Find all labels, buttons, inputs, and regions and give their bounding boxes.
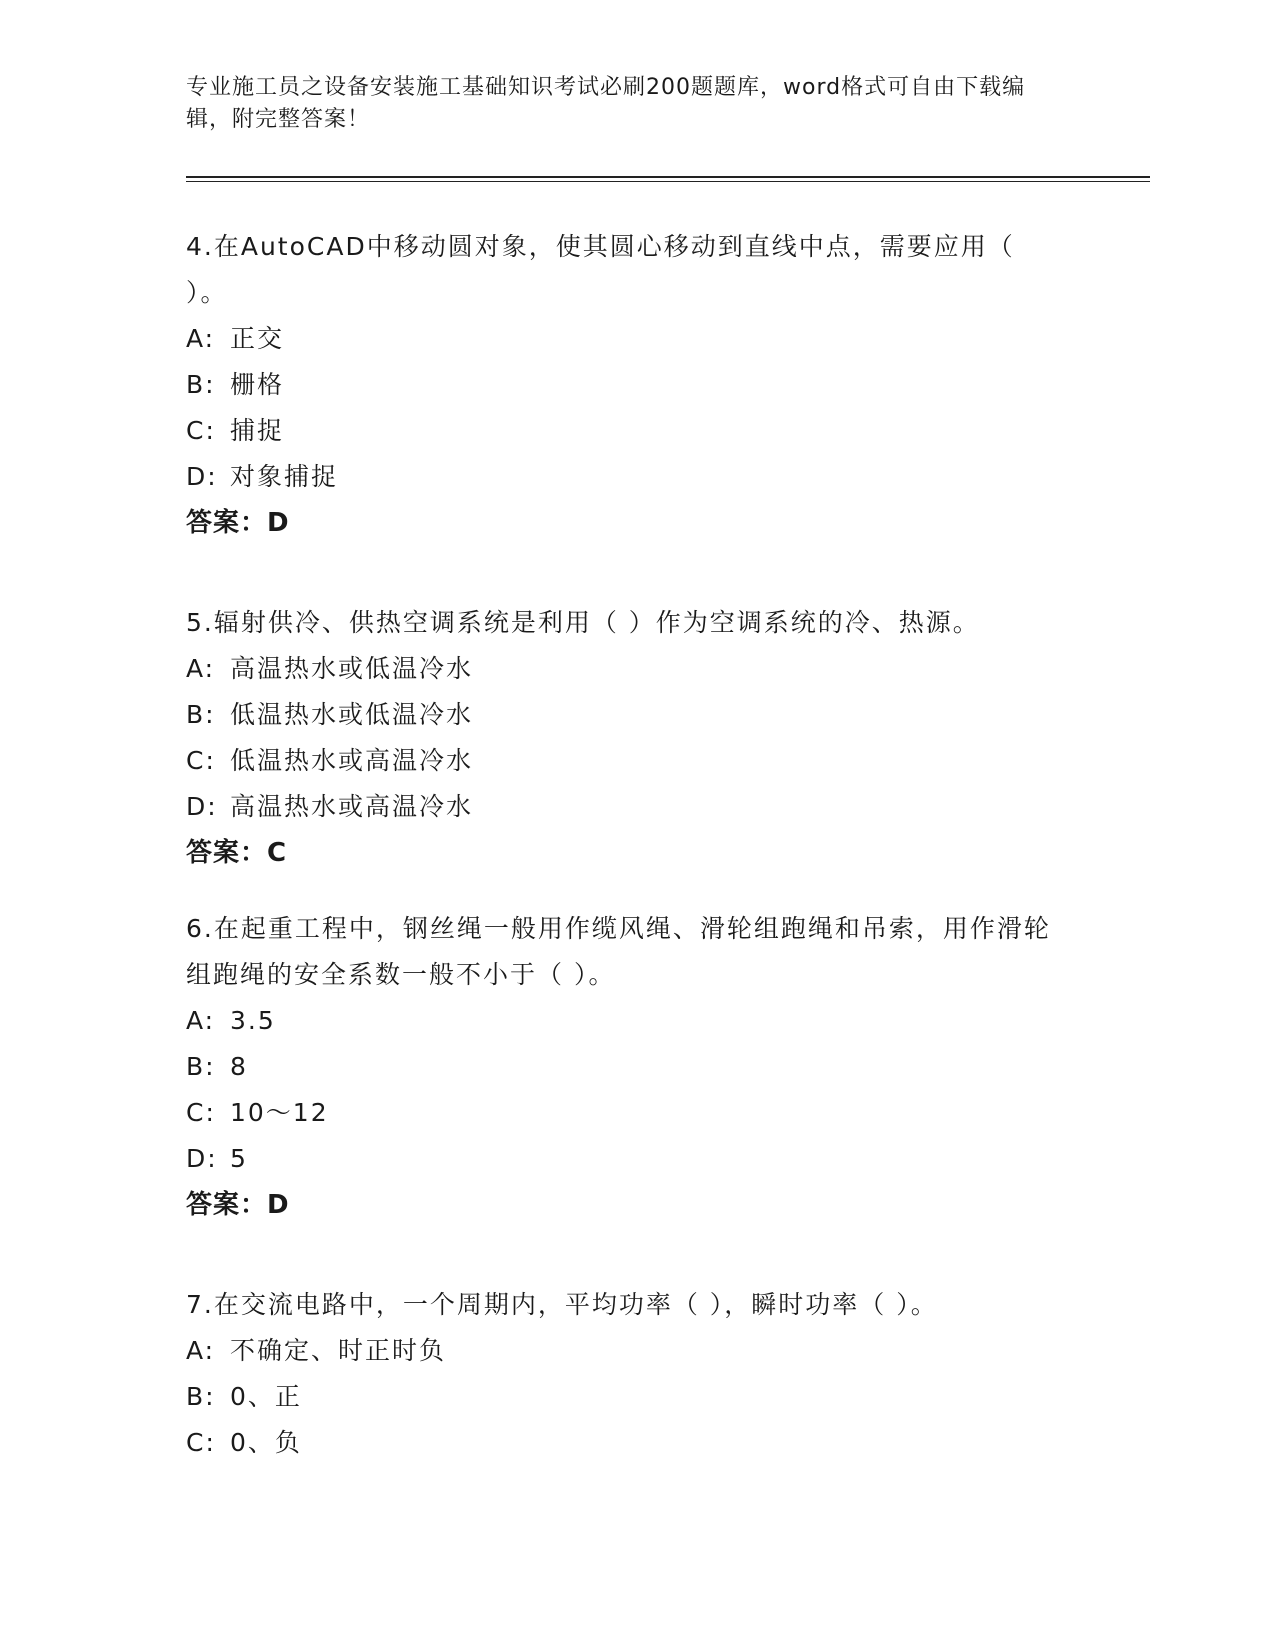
option-text: 8 xyxy=(230,1052,248,1081)
option-text: 3.5 xyxy=(230,1006,276,1035)
option-text: 栅格 xyxy=(230,370,285,399)
option-text: 不确定、时正时负 xyxy=(230,1336,447,1365)
option-letter: D: xyxy=(186,1144,218,1173)
option-letter: C: xyxy=(186,1098,216,1127)
header-divider-thin xyxy=(186,181,1150,182)
option-text: 低温热水或高温冷水 xyxy=(230,746,474,775)
option-text: 0、负 xyxy=(230,1428,302,1457)
option-letter: D: xyxy=(186,462,218,491)
question-6 xyxy=(186,906,1066,1228)
question-4 xyxy=(186,224,1066,546)
option-letter: C: xyxy=(186,416,216,445)
option-letter: B: xyxy=(186,700,216,729)
answer-label: 答案：C xyxy=(186,838,288,868)
option-text: 5 xyxy=(230,1144,248,1173)
option-b xyxy=(186,1374,1066,1420)
option-letter: D: xyxy=(186,792,218,821)
option-c xyxy=(186,1090,1066,1136)
option-text: 低温热水或低温冷水 xyxy=(230,700,474,729)
option-a xyxy=(186,316,1066,362)
option-text: 捕捉 xyxy=(230,416,285,445)
option-b xyxy=(186,692,1066,738)
question-stem: 6.在起重工程中，钢丝绳一般用作缆风绳、滑轮组跑绳和吊索，用作滑轮组跑绳的安全系数一般不小于（ ）。 xyxy=(186,914,1051,989)
option-d xyxy=(186,454,1066,500)
option-d xyxy=(186,784,1066,830)
option-text: 高温热水或低温冷水 xyxy=(230,654,474,683)
option-letter: C: xyxy=(186,1428,216,1457)
option-a xyxy=(186,998,1066,1044)
option-text: 10～12 xyxy=(230,1098,329,1127)
document-header-title: 专业施工员之设备安装施工基础知识考试必刷200题题库，word格式可自由下载编辑，附完整答案！ xyxy=(186,75,1026,132)
question-stem: 5.辐射供冷、供热空调系统是利用（ ）作为空调系统的冷、热源。 xyxy=(186,608,980,637)
option-text: 正交 xyxy=(230,324,285,353)
header-divider-thick xyxy=(186,176,1150,178)
option-letter: C: xyxy=(186,746,216,775)
option-letter: B: xyxy=(186,1052,216,1081)
answer-label: 答案：D xyxy=(186,1190,290,1220)
option-letter: A: xyxy=(186,324,216,353)
option-c xyxy=(186,1420,1066,1466)
option-letter: A: xyxy=(186,1336,216,1365)
option-a xyxy=(186,1328,1066,1374)
option-b xyxy=(186,362,1066,408)
option-c xyxy=(186,408,1066,454)
option-letter: A: xyxy=(186,654,216,683)
option-letter: A: xyxy=(186,1006,216,1035)
question-stem: 4.在AutoCAD中移动圆对象，使其圆心移动到直线中点，需要应用（ ）。 xyxy=(186,232,1015,307)
option-b xyxy=(186,1044,1066,1090)
question-7 xyxy=(186,1282,1066,1466)
question-5 xyxy=(186,600,1066,876)
question-stem: 7.在交流电路中，一个周期内，平均功率（ ），瞬时功率（ ）。 xyxy=(186,1290,938,1319)
option-d xyxy=(186,1136,1066,1182)
option-c xyxy=(186,738,1066,784)
option-letter: B: xyxy=(186,1382,216,1411)
option-letter: B: xyxy=(186,370,216,399)
option-text: 高温热水或高温冷水 xyxy=(230,792,474,821)
option-text: 0、正 xyxy=(230,1382,302,1411)
option-text: 对象捕捉 xyxy=(230,462,339,491)
answer-label: 答案：D xyxy=(186,508,290,538)
option-a xyxy=(186,646,1066,692)
